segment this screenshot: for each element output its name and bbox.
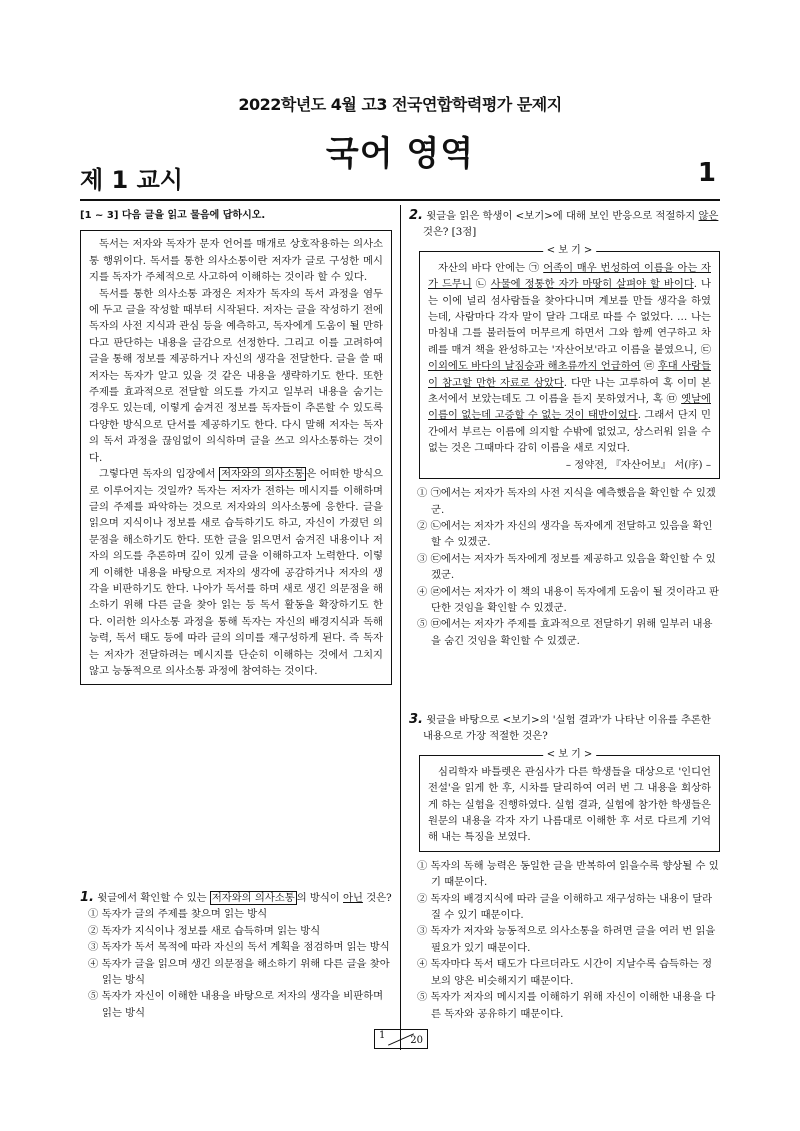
exam-title: 국어 영역 <box>325 134 475 174</box>
question-3 <box>409 712 720 1022</box>
page-footer <box>374 1029 428 1049</box>
q1-stem <box>80 890 392 906</box>
q2-bogi-t1: 자산의 바다 안에는 ㉠ <box>438 261 544 274</box>
q2-choice-1[interactable]: ① ㉠에서는 저자가 독자의 사전 지식을 예측했음을 확인할 수 있겠군. <box>417 487 716 516</box>
q1-stem-underlined: 아닌 <box>343 892 363 904</box>
q3-bogi-text: 심리학자 바틀렛은 관심사가 다른 학생들을 대상으로 '인디언 전설'을 읽게 한 후, 시차를 달리하여 여러 번 그 내용을 회상하게 하는 실험을 진행하였다. 실험 결과, 실험에 참가한 학생들은 원문의 내용을 각자 자기 나름대로 이해한 후 서로 다르게 기억해 내는 특징을 보였다. <box>428 765 711 844</box>
q2-bogi-box <box>419 244 720 479</box>
q1-stem-boxed: 저자와의 의사소통 <box>211 892 295 904</box>
q3-number: 3. <box>409 712 423 727</box>
passage-paragraph-3 <box>89 466 383 679</box>
q1-choice-5[interactable]: ⑤ 독자가 자신이 이해한 내용을 바탕으로 저자의 생각을 비판하며 읽는 방식 <box>88 990 384 1019</box>
q1-choice-2[interactable]: ② 독자가 지식이나 정보를 새로 습득하며 읽는 방식 <box>88 924 321 937</box>
q3-bogi-label: < 보 기 > <box>543 747 597 763</box>
q2-stem-underlined: 않은 <box>698 210 719 222</box>
header-rule <box>80 199 720 201</box>
q2-choice-2[interactable]: ② ㉡에서는 저자가 자신의 생각을 독자에게 전달하고 있음을 확인할 수 있겠군. <box>417 519 713 549</box>
q3-choice-5[interactable]: ⑤ 독자가 저자의 메시지를 이해하기 위해 자신이 이해한 내용을 다른 독자와 공유하기 때문이다. <box>417 991 716 1020</box>
q1-number: 1. <box>80 890 94 905</box>
page-number: 1 <box>697 158 716 188</box>
q2-bogi-source: – 정약전, 『자산어보』 서(序) – <box>565 458 711 471</box>
q2-bogi-text <box>428 260 711 457</box>
q2-bogi-u5: 옛날에 이름이 없는데 고증할 수 없는 것이 태반이었다 <box>428 393 711 422</box>
boxed-term: 저자와의 의사소통 <box>221 468 305 481</box>
q2-choice-4[interactable]: ④ ㉣에서는 저자가 이 책의 내용이 독자에게 도움이 될 것이라고 판단한 것임을 확인할 수 있겠군. <box>417 585 719 614</box>
q3-choices <box>409 858 720 1022</box>
q2-bogi-u2: 사물에 정통한 자가 마땅히 살펴야 할 바이다 <box>490 278 694 291</box>
p3-post: 은 어떠한 방식으로 이루어지는 것일까? 독자는 저자가 전하는 메시지를 이해하며 글의 주제를 파악하는 것으로 저자와의 의사소통에 응한다. 글을 읽으며 지식이나 정보를 새로 습득하기도 하고, 자신이 가졌던 의문점을 해소하기도 한다. 또한 글을 읽으면서 숨겨진 내용이나 저자의 의도를 추론하며 깊이 있게 글을 이해하고자 노력한다. 이렇게 이해한 내용을 바탕으로 저자의 생각에 공감하거나 저자의 생각을 비판하기도 한다. 나아가 독서를 하며 새로 생긴 의문점을 해소하기 위해 다른 글을 찾아 읽는 등 독서 활동을 확장하기도 한다. 이러한 의사소통 과정을 통해 독자는 자신의 배경지식과 독해 능력, 독서 태도 등에 따라 글의 의미를 재구성하게 된다. 즉 독자는 저자가 전달하려는 메시지를 단순히 이해하는 것에서 그치지 않고 능동적으로 의사소통 과정에 참여하는 것이다. <box>89 468 383 677</box>
q3-choice-4[interactable]: ④ 독자마다 독서 태도가 다르더라도 시간이 지날수록 습득하는 정보의 양은 비슷해지기 때문이다. <box>417 958 713 987</box>
q2-bogi-t6: . 그래서 단지 민간에서 부르는 이름에 의지할 수밖에 없었고, 상스러워 읽을 수 없는 것은 그때마다 감히 이름을 새로 지었다. <box>428 409 711 455</box>
exam-period: 제 1 교시 <box>80 166 183 194</box>
q2-number: 2. <box>409 208 423 223</box>
q1-choice-3[interactable]: ③ 독자가 독서 목적에 따라 자신의 독서 계획을 점검하며 읽는 방식 <box>88 941 390 954</box>
question-2 <box>409 208 720 649</box>
q2-choice-5[interactable]: ⑤ ㉤에서는 저자가 주제를 효과적으로 전달하기 위해 일부러 내용을 숨긴 것임을 확인할 수 있겠군. <box>417 618 713 647</box>
q2-stem-post: 것은? [3점] <box>423 226 477 239</box>
q1-stem-pre: 윗글에서 확인할 수 있는 <box>97 892 210 904</box>
instruction: [1 ~ 3] 다음 글을 읽고 물음에 답하시오. <box>80 210 266 221</box>
q1-choice-4[interactable]: ④ 독자가 글을 읽으며 생긴 의문점을 해소하기 위해 다른 글을 찾아 읽는 방식 <box>88 957 390 987</box>
q2-bogi-u3: 이외에도 바다의 날짐승과 해초류까지 언급하여 <box>428 360 641 373</box>
p3-pre: 그렇다면 독자의 입장에서 <box>99 468 220 481</box>
q1-stem-mid: 의 방식이 <box>296 892 344 904</box>
q2-bogi-u4: 후대 사람들이 참고할 만한 자료로 삼았다 <box>428 360 712 389</box>
q2-bogi-t5: . 다만 나는 고루하여 혹 이미 본초서에서 보았는데도 그 이름을 듣지 못하였거나, 혹 ㉤ <box>428 376 711 406</box>
footer-total-pages: 20 <box>410 1035 423 1046</box>
q2-bogi-u1: 어족이 매우 번성하여 이름을 아는 자가 드무니 <box>428 261 711 291</box>
left-column <box>80 208 392 685</box>
q1-choice-1[interactable]: ① 독자가 글의 주제를 찾으며 읽는 방식 <box>88 908 268 921</box>
q3-stem <box>409 712 720 745</box>
column-divider <box>400 205 401 1050</box>
question-1 <box>80 890 392 1021</box>
reading-passage <box>80 230 392 685</box>
passage-paragraph-2: 독서를 통한 의사소통 과정은 저자가 독자의 독서 과정을 염두에 두고 글을 작성할 때부터 시작된다. 저자는 글을 작성하기 전에 독자의 사전 지식과 관심 등을 예측하고, 독자에게 도움이 될 만하다고 판단하는 내용을 글감으로 선정한다. 그리고 이를 고려하여 글을 통해 정보를 제공하거나 자신의 생각을 전달한다. 글을 쓸 때 저자는 독자가 알고 있을 것 같은 내용을 생략하기도 한다. 또한 주제를 효과적으로 전달할 의도를 가지고 일부러 내용을 숨기는 경우도 있는데, 이렇게 숨겨진 정보를 독자들이 추론할 수 있도록 다양한 방식으로 단서를 제공하기도 한다. 다시 말해 저자는 독자의 독서 과정을 끊임없이 의식하며 글을 쓰고 의사소통하는 것이다. <box>89 287 383 464</box>
q2-stem-pre: 윗글을 읽은 학생이 <보기>에 대해 보인 반응으로 적절하지 <box>426 210 699 222</box>
q3-choice-1[interactable]: ① 독자의 독해 능력은 동일한 글을 반복하여 읽을수록 향상될 수 있기 때문이다. <box>417 859 719 889</box>
q2-choice-3[interactable]: ③ ㉢에서는 저자가 독자에게 정보를 제공하고 있음을 확인할 수 있겠군. <box>417 552 716 582</box>
footer-current-page: 1 <box>379 1030 386 1041</box>
q3-choice-3[interactable]: ③ 독자가 저자와 능동적으로 의사소통을 하려면 글을 여러 번 읽을 필요가 있기 때문이다. <box>417 925 716 954</box>
q2-stem <box>409 208 720 241</box>
q3-bogi-box <box>419 748 720 852</box>
q2-bogi-label: < 보 기 > <box>543 243 597 259</box>
q1-stem-post: 것은? <box>362 892 392 904</box>
q3-stem-text: 윗글을 바탕으로 <보기>의 '실험 결과'가 나타난 이유를 추론한 내용으로 가장 적절한 것은? <box>423 714 711 743</box>
q2-bogi-t2: ㉡ <box>471 278 491 291</box>
exam-subtitle: 2022학년도 4월 고3 전국연합학력평가 문제지 <box>238 95 562 114</box>
q2-bogi-t3: . 나는 이에 널리 섬사람들을 찾아다니며 계보를 만들 생각을 하였는데, 사람마다 각자 말이 달라 그대로 따를 수 없었다. … 나는 마침내 그를 불러들여 머무르게 하면서 그와 함께 연구하고 차례를 매겨 책을 완성하고는 '자산어보'라고 이름을 붙였으니, ㉢ <box>428 278 711 356</box>
q3-choice-2[interactable]: ② 독자의 배경지식에 따라 글을 이해하고 재구성하는 내용이 달라질 수 있기 때문이다. <box>417 892 713 922</box>
q2-choices <box>409 485 720 649</box>
q2-bogi-t4: ㉣ <box>640 360 658 373</box>
passage-paragraph-1: 독서는 저자와 독자가 문자 언어를 매개로 상호작용하는 의사소통 행위이다. 독서를 통한 의사소통이란 저자가 글로 구성한 메시지를 독자가 주체적으로 사고하여 이해하는 것이라 할 수 있다. <box>89 238 383 284</box>
